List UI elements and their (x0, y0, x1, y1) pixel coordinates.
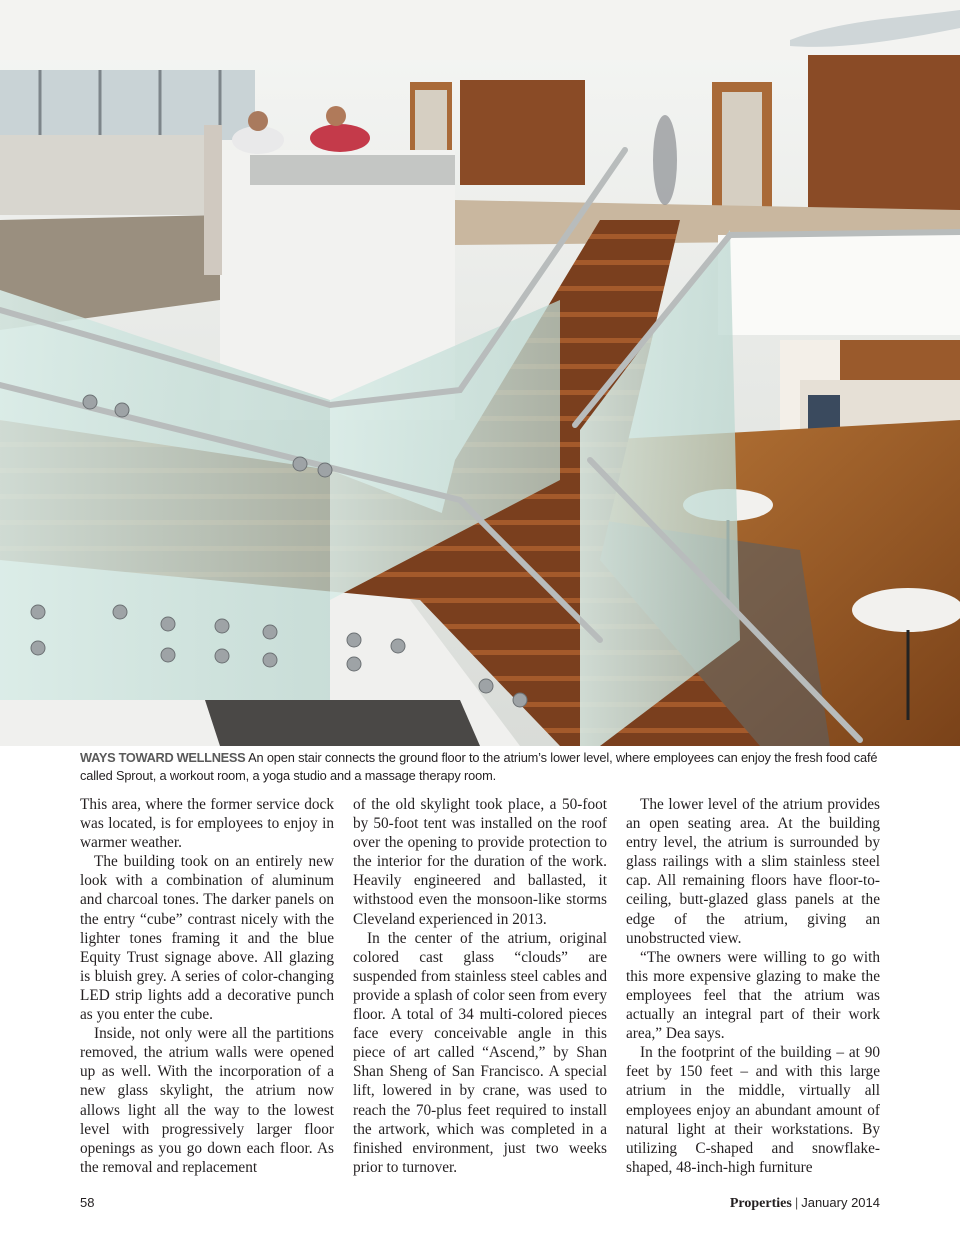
text-column-2 (353, 795, 607, 1177)
page-number: 58 (80, 1195, 95, 1210)
column-1-paragraph: This area, where the former service dock was located, is for employees to enjoy in warmer weather. (80, 796, 334, 852)
footer-publication-line (730, 1195, 880, 1212)
caption-lead: WAYS TOWARD WELLNESS (80, 750, 246, 765)
column-1-paragraph: The building took on an entirely new look with a combination of aluminum and charcoal tones. The darker panels on the entry “cube” contrast nicely with the lighter tones framing it and the blue Equity Trust signage above. All glazing is bluish grey. A series of color-changing LED strip lights add a decorative punch as you enter the cube. (80, 853, 334, 1024)
publication-name: Properties (729, 1196, 792, 1211)
issue-date: January 2014 (801, 1195, 880, 1210)
column-1-paragraph: Inside, not only were all the partitions removed, the atrium walls were opened up as well. With the incorporation of a new glass skylight, the atrium now allows light all the way to the lowest level with progressively larger floor openings as you go down each floor. As the removal and replacement (80, 1025, 334, 1176)
text-column-3 (626, 795, 880, 1177)
photo-caption (80, 749, 888, 785)
text-column-1 (80, 795, 334, 1177)
column-3-paragraph: The lower level of the atrium provides an open seating area. At the building entry level, the atrium is surrounded by glass railings with a slim stainless steel cap. All remaining floors have floor-to-ceiling, butt-glazed glass panels at the edge of the atrium, giving an unobstructed view. (626, 796, 880, 947)
footer-separator: | (794, 1195, 799, 1210)
column-3-paragraph: In the footprint of the building – at 90 feet by 150 feet – and with this large atrium in the middle, virtually all employees enjoy an abundant amount of natural light at their workstations. By utilizing C-shaped and snowflake-shaped, 48-inch-high furniture (626, 1044, 880, 1176)
column-3-paragraph: “The owners were willing to go with this more expensive glazing to make the employees feel that the atrium was actually an integral part of their work area,” Dea says. (626, 948, 880, 1043)
caption-text: An open stair connects the ground floor to the atrium’s lower level, where employees can enjoy the fresh food café called Sprout, a workout room, a yoga studio and a massage therapy room. (80, 750, 878, 783)
column-2-paragraph: of the old skylight took place, a 50-foot by 50-foot tent was installed on the roof over the opening to provide protection to the interior for the duration of the work. Heavily engineered and ballasted, it withstood even the monsoon-like storms Cleveland experienced in 2013. (353, 796, 607, 928)
column-2-paragraph: In the center of the atrium, original colored cast glass “clouds” are suspended from stainless steel cables and provide a splash of color seen from every floor. A total of 34 multi-colored pieces face every conceivable angle in this piece of art called “Ascend,” by Shan Shan Sheng of San Francisco. A special lift, lowered in by crane, was used to reach the 70-plus feet required to install the artwork, which was completed in a finished environment, just two weeks prior to turnover. (353, 929, 607, 1176)
